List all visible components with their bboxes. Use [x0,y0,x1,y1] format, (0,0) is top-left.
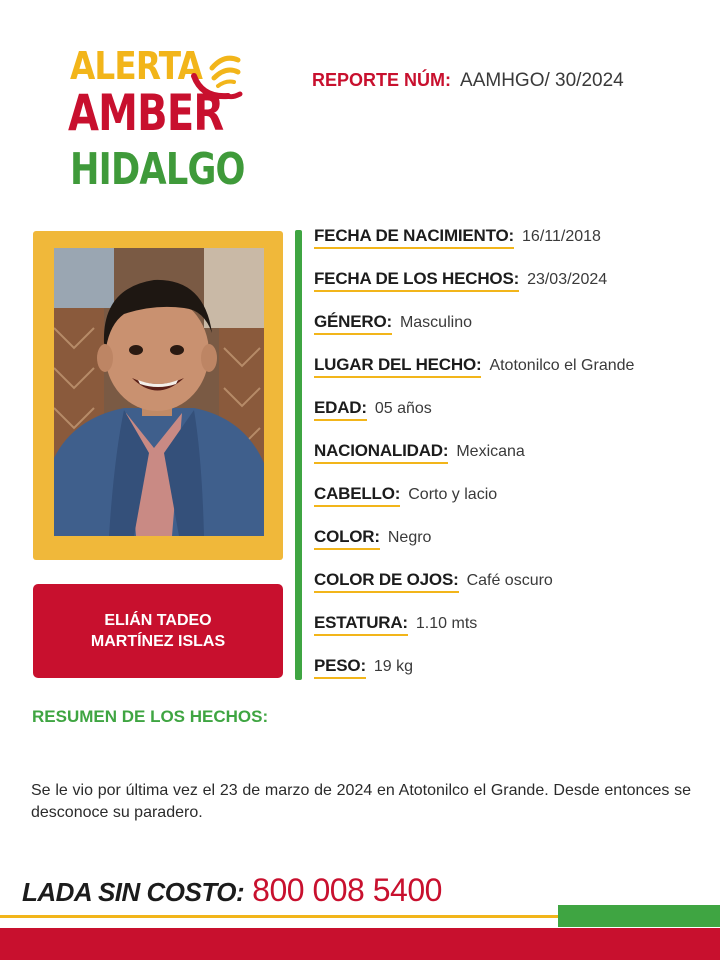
green-divider-bar [295,230,302,680]
field-label: CABELLO: [314,484,400,507]
field-value: 16/11/2018 [522,228,601,245]
field-label: PESO: [314,656,366,679]
footer-green-block [558,905,720,927]
footer-yellow-stripe [0,915,558,918]
field-value: 1.10 mts [415,615,478,632]
field-label: GÉNERO: [314,312,392,335]
field-age [314,398,432,421]
field-value: Atotonilco el Grande [489,357,635,374]
field-weight [314,656,413,679]
hotline [22,872,442,909]
field-color [314,527,431,550]
summary-text: Se le vio por última vez el 23 de marzo de 2024 en Atotonilco el Grande. Desde entonces se desconoce su paradero. [31,782,691,821]
field-incident-place [314,355,634,378]
alerta-amber-hidalgo-logo [62,44,252,204]
field-value: 05 años [374,400,432,417]
hotline-number[interactable]: 800 008 5400 [252,872,442,908]
field-value: 19 kg [373,658,414,675]
field-value: Masculino [399,314,472,331]
field-value: Negro [387,529,432,546]
field-label: EDAD: [314,398,367,421]
report-number [312,70,624,92]
field-birth-date [314,226,601,249]
child-name-line1: ELIÁN TADEO [104,612,212,629]
logo-hidalgo-text: HIDALGO [70,144,245,195]
field-nationality [314,441,525,464]
signal-waves-icon [188,46,248,106]
missing-child-photo [54,248,264,536]
summary-title: RESUMEN DE LOS HECHOS: [32,707,269,726]
field-eye-color [314,570,553,593]
photo-frame [33,231,283,560]
field-value: Café oscuro [466,572,553,589]
logo-alerta-text: ALERTA [70,44,203,88]
field-label: ESTATURA: [314,613,408,636]
child-name-line2: MARTÍNEZ ISLAS [90,633,226,650]
report-number-value: AAMHGO/ 30/2024 [460,70,624,91]
field-label: FECHA DE LOS HECHOS: [314,269,519,292]
field-value: 23/03/2024 [527,271,608,288]
child-name [91,610,225,652]
field-height [314,613,477,636]
report-number-label: REPORTE NÚM: [312,70,451,90]
field-label: COLOR DE OJOS: [314,570,459,593]
child-name-box [33,584,283,678]
footer-red-band [0,928,720,960]
hotline-label: LADA SIN COSTO: [22,877,245,907]
field-label: COLOR: [314,527,380,550]
field-label: NACIONALIDAD: [314,441,448,464]
field-incident-date [314,269,607,292]
field-label: LUGAR DEL HECHO: [314,355,481,378]
field-gender [314,312,472,335]
field-value: Corto y lacio [408,486,498,503]
field-value: Mexicana [456,443,525,460]
field-hair [314,484,497,507]
logo-amber-text: AMBER [68,84,224,142]
field-label: FECHA DE NACIMIENTO: [314,226,514,249]
